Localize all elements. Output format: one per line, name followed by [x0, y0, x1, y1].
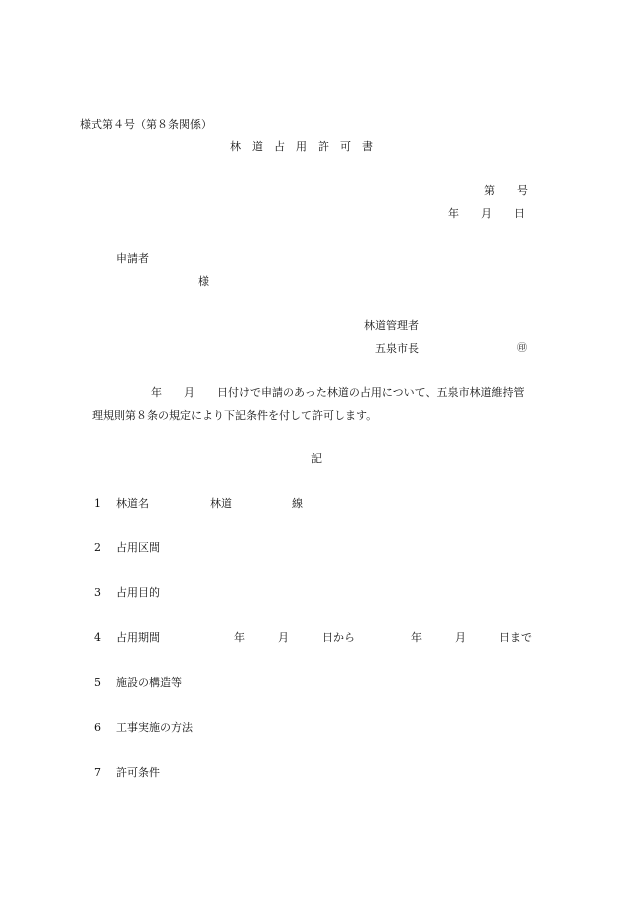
period-start: 年 月 日から [234, 631, 355, 644]
item-number-7: 7 [94, 766, 101, 779]
applicant-honorific: 様 [198, 275, 209, 288]
item-label-6: 工事実施の方法 [116, 721, 193, 734]
document-date: 年 月 日 [448, 207, 525, 220]
item-number-6: 6 [94, 721, 101, 734]
item-number-3: 3 [94, 586, 101, 599]
item-label-2: 占用区間 [116, 541, 160, 554]
item-number-4: 4 [94, 631, 101, 644]
item-label-3: 占用目的 [116, 586, 160, 599]
issuer-title: 林道管理者 [364, 319, 419, 332]
seal-mark: ㊞ [517, 343, 527, 354]
document-number: 第 号 [484, 184, 528, 197]
period-end: 年 月 日まで [411, 631, 532, 644]
road-prefix: 林道 [210, 497, 232, 510]
item-label-5: 施設の構造等 [116, 676, 182, 689]
item-label-4: 占用期間 [116, 631, 160, 644]
item-number-2: 2 [94, 541, 101, 554]
form-label: 様式第４号（第８条関係） [80, 118, 212, 131]
document-title: 林 道 占 用 許 可 書 [230, 140, 373, 153]
item-number-5: 5 [94, 676, 101, 689]
item-label-7: 許可条件 [116, 766, 160, 779]
ki-heading: 記 [311, 452, 322, 465]
issuer-name: 五泉市長 [375, 342, 419, 355]
body-line-1: 年 月 日付けで申請のあった林道の占用について、五泉市林道維持管 [151, 386, 525, 399]
body-line-2: 理規則第８条の規定により下記条件を付して許可します。 [92, 409, 378, 422]
item-number-1: 1 [94, 497, 101, 510]
item-label-1: 林道名 [116, 497, 149, 510]
road-suffix: 線 [292, 497, 303, 510]
applicant-label: 申請者 [116, 252, 149, 265]
